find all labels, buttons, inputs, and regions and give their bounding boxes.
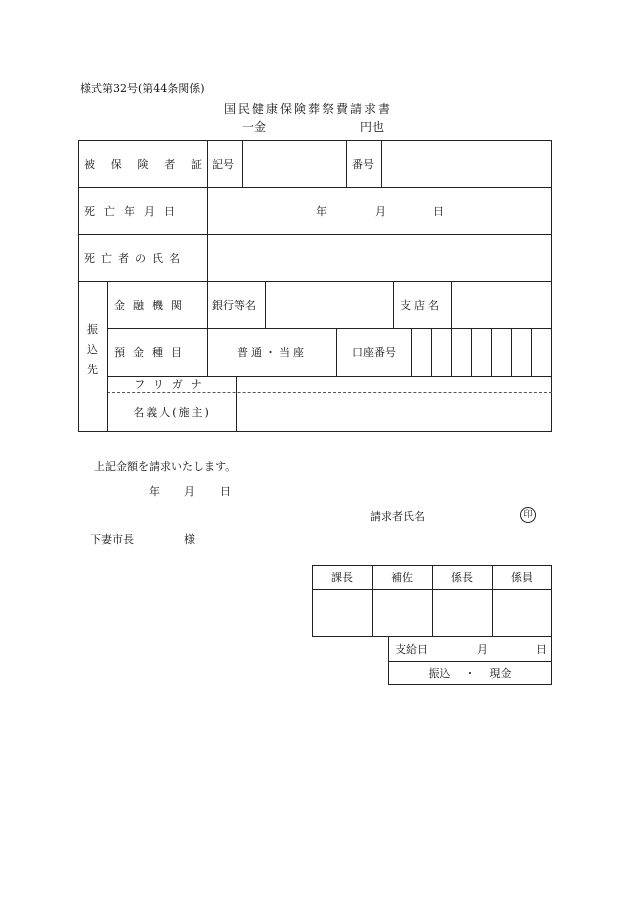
deposit-type-text: 預金種目	[114, 346, 190, 359]
claimant-name-input[interactable]	[432, 503, 518, 523]
request-date-year: 年	[149, 485, 160, 498]
payment-method-transfer[interactable]: 振込	[428, 667, 451, 680]
approval-header-assistant: 補佐	[391, 571, 413, 584]
payment-method-cash[interactable]: 現金	[489, 667, 512, 680]
payment-date-day: 日	[536, 643, 547, 656]
approval-stamp-box[interactable]	[433, 590, 491, 636]
approval-stamp-box[interactable]	[493, 590, 551, 636]
claimant-name-label: 請求者氏名	[370, 510, 425, 523]
approval-header-unit-chief: 係長	[451, 571, 473, 584]
payment-method	[388, 661, 552, 685]
payment-date-month: 月	[477, 643, 488, 656]
symbol-label: 記号	[212, 157, 234, 171]
deceased-name-input[interactable]	[208, 235, 551, 280]
death-date-text: 死亡年月日	[84, 204, 184, 218]
payment-date-label: 支給日	[395, 643, 428, 656]
death-date-year: 年	[316, 204, 327, 218]
addressee-name: 下妻市長	[90, 533, 134, 546]
insurance-card-text: 被 保 険 者 証	[84, 157, 202, 171]
symbol-input[interactable]	[243, 141, 345, 186]
furigana-label: フリガナ	[134, 378, 210, 391]
bank-name-input[interactable]	[266, 282, 392, 327]
branch-name-input[interactable]	[452, 282, 551, 327]
approval-stamp-box[interactable]	[313, 590, 371, 636]
deposit-type-label	[114, 328, 202, 376]
account-number-input[interactable]	[412, 329, 551, 375]
financial-institution-text: 金融機関	[114, 298, 190, 312]
approval-header-section-chief: 課長	[331, 571, 353, 584]
form-number: 様式第32号(第44条関係)	[80, 82, 205, 95]
request-date-month: 月	[184, 485, 195, 498]
approval-stamp-box[interactable]	[373, 590, 431, 636]
payment-method-separator: ・	[464, 667, 476, 680]
request-date-day: 日	[220, 485, 231, 498]
amount-suffix: 円也	[360, 120, 385, 134]
approval-header-staff: 係員	[511, 571, 533, 584]
deceased-name-text: 死亡者の氏名	[84, 251, 186, 265]
financial-institution-label	[114, 281, 202, 328]
transfer-destination-label: 振込先	[87, 323, 98, 376]
branch-name-label: 支店名	[400, 298, 442, 312]
death-date-day: 日	[433, 204, 444, 218]
number-input[interactable]	[382, 141, 551, 186]
amount-prefix: 一金	[242, 120, 267, 134]
col-line	[393, 281, 394, 328]
account-holder-label	[108, 392, 236, 432]
number-label: 番号	[352, 157, 374, 171]
addressee-honorific: 様	[184, 533, 195, 546]
account-number-label: 口座番号	[352, 346, 396, 359]
account-holder-input[interactable]	[237, 393, 551, 431]
deposit-type-options[interactable]: 普通・当座	[237, 346, 307, 359]
request-statement: 上記金額を請求いたします。	[94, 460, 237, 473]
account-holder-text: 名義人(施主)	[133, 406, 211, 419]
col-line	[346, 140, 347, 187]
bank-name-label: 銀行等名	[212, 298, 256, 312]
form-title: 国民健康保険葬祭費請求書	[224, 102, 393, 116]
death-date-label	[84, 187, 202, 234]
death-date-month: 月	[375, 204, 386, 218]
furigana-input[interactable]	[237, 377, 551, 392]
deceased-name-label	[84, 234, 202, 281]
insurance-card-label	[84, 140, 202, 187]
seal-mark: 印	[520, 507, 536, 523]
